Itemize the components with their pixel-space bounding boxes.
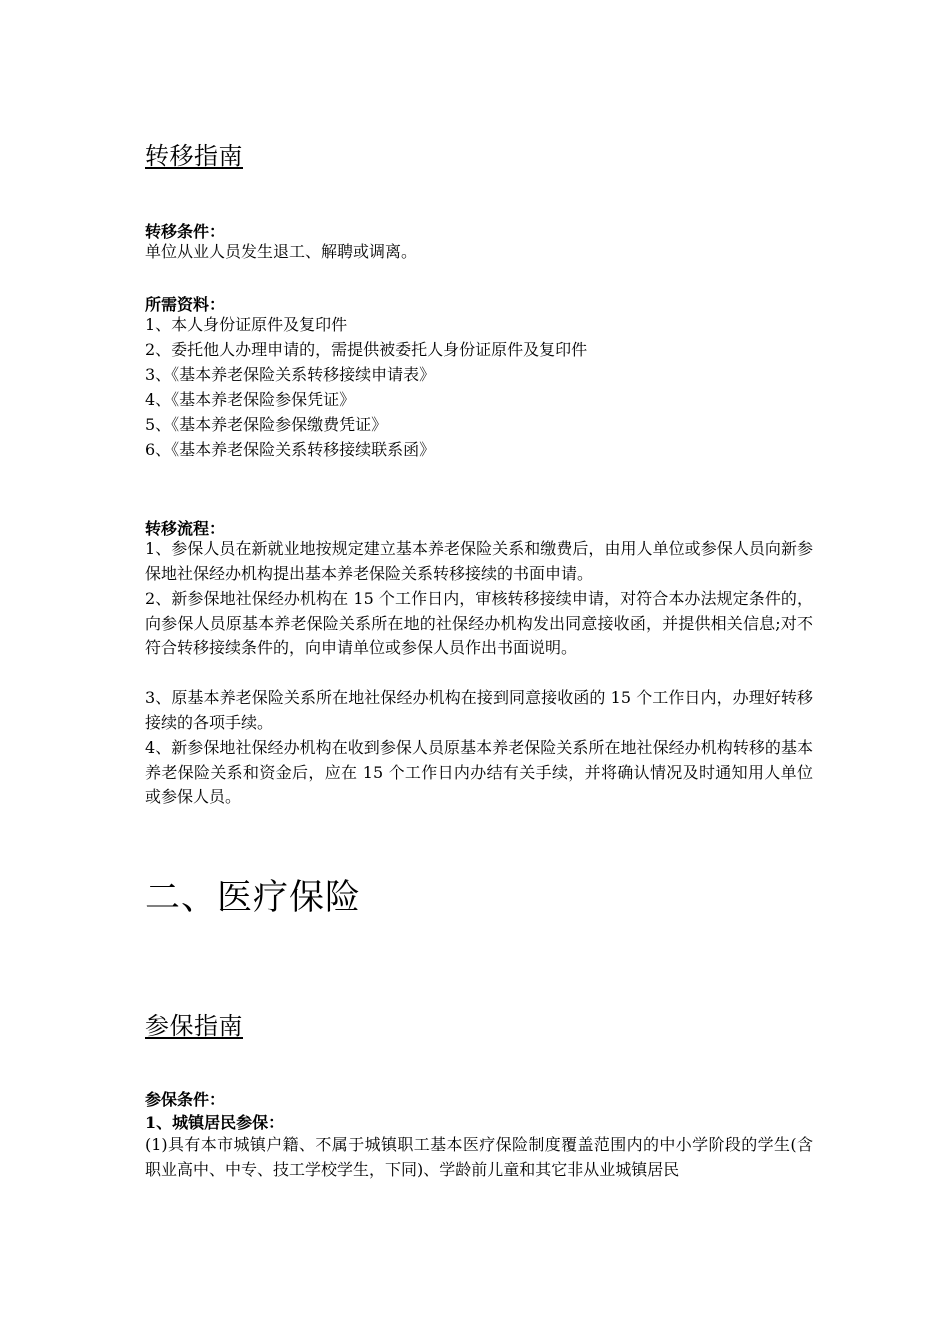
process-label: 转移流程：: [145, 519, 226, 538]
materials-item: 4、《基本养老保险参保凭证》: [145, 390, 356, 409]
medical-conditions-label: 参保条件：: [145, 1090, 226, 1109]
urban-residents-label: 1、城镇居民参保：: [145, 1113, 285, 1132]
materials-item: 2、委托他人办理申请的，需提供被委托人身份证原件及复印件: [145, 340, 588, 359]
materials-label: 所需资料：: [145, 295, 226, 314]
transfer-conditions-label: 转移条件：: [145, 222, 226, 241]
medical-guide-title: 参保指南: [145, 1012, 243, 1040]
process-step: 1、参保人员在新就业地按规定建立基本养老保险关系和缴费后，由用人单位或参保人员向新参保地社保经办机构提出基本养老保险关系转移接续的书面申请。: [145, 539, 813, 583]
process-step: 4、新参保地社保经办机构在收到参保人员原基本养老保险关系所在地社保经办机构转移的基本养老保险关系和资金后，应在 15 个工作日内办结有关手续，并将确认情况及时通知用人单位或参保人员。: [145, 738, 813, 807]
materials-item: 6、《基本养老保险关系转移接续联系函》: [145, 440, 436, 459]
process-step: 2、新参保地社保经办机构在 15 个工作日内，审核转移接续申请，对符合本办法规定条件的，向参保人员原基本养老保险关系所在地的社保经办机构发出同意接收函，并提供相关信息;对不符合转移接续条件的，向申请单位或参保人员作出书面说明。: [145, 589, 813, 658]
transfer-guide-title: 转移指南: [145, 142, 243, 170]
transfer-conditions-text: 单位从业人员发生退工、解聘或调离。: [145, 242, 418, 261]
process-step: 3、原基本养老保险关系所在地社保经办机构在接到同意接收函的 15 个工作日内，办理好转移接续的各项手续。: [145, 688, 813, 732]
medical-section-title: 二、医疗保险: [145, 878, 362, 918]
materials-item: 1、本人身份证原件及复印件: [145, 315, 348, 334]
materials-item: 3、《基本养老保险关系转移接续申请表》: [145, 365, 436, 384]
urban-residents-item: (1)具有本市城镇户籍、不属于城镇职工基本医疗保险制度覆盖范围内的中小学阶段的学生(含职业高中、中专、技工学校学生，下同)、学龄前儿童和其它非从业城镇居民: [145, 1135, 813, 1179]
materials-item: 5、《基本养老保险参保缴费凭证》: [145, 415, 388, 434]
